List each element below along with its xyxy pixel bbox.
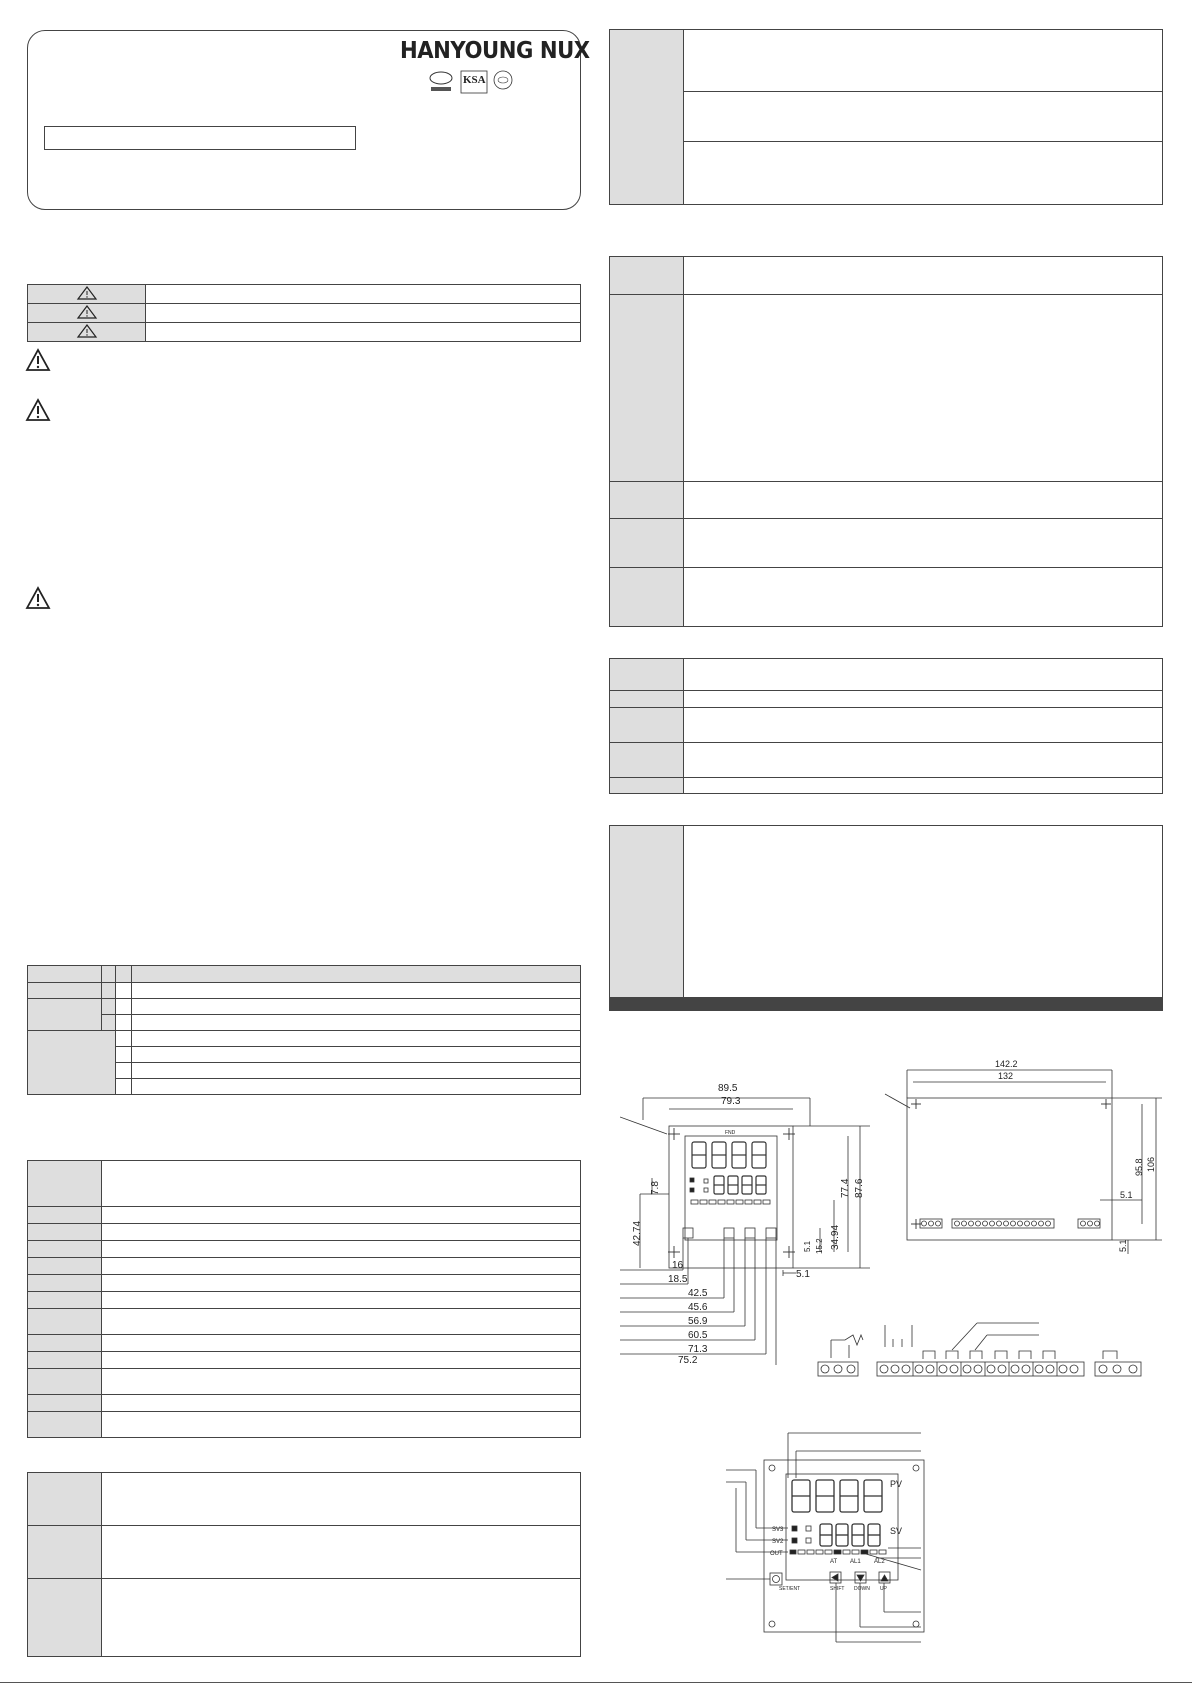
up-label: UP <box>880 1586 887 1592</box>
dim-rear-top-outer: 142.2 <box>995 1059 1018 1069</box>
rear-dimension-drawing <box>880 1058 1170 1258</box>
danger-cell <box>28 285 146 304</box>
dim-bottom-4: 45.6 <box>688 1302 708 1313</box>
suffix-code-table <box>27 965 581 1095</box>
danger-warning-icon <box>25 347 53 373</box>
dim-rear-right-b: 106 <box>1146 1156 1156 1172</box>
dim-left-a: 7.8 <box>650 1181 661 1195</box>
warning-warning-icon <box>25 397 53 423</box>
set-ent-key <box>770 1573 782 1585</box>
pv-label: PV <box>890 1479 903 1489</box>
dim-bottom-1: 16 <box>672 1260 684 1271</box>
right-table-2 <box>609 256 1163 627</box>
dim-rear-top-inner: 132 <box>998 1071 1014 1081</box>
wiring-diagram <box>815 1315 1145 1385</box>
warning-cell <box>28 304 146 323</box>
dim-bottom-small: 5.1 <box>796 1269 810 1280</box>
certification-marks <box>428 70 518 94</box>
warning-icon <box>28 323 146 341</box>
dim-top-inner: 79.3 <box>721 1096 741 1107</box>
dim-bottom-7: 71.3 <box>688 1344 708 1355</box>
out-label: OUT <box>770 1551 783 1557</box>
dim-bottom-3: 42.5 <box>688 1288 708 1299</box>
safety-legend-table <box>27 284 581 342</box>
caution-cell <box>28 323 146 342</box>
dim-bottom-8: 75.2 <box>678 1355 698 1365</box>
fnd-label: FND <box>725 1130 736 1136</box>
dim-bottom-2: 18.5 <box>668 1274 688 1285</box>
dim-right-d: 15.2 <box>815 1238 824 1254</box>
operation-table <box>27 1472 581 1657</box>
al1-label: AL1 <box>850 1559 861 1565</box>
dim-bottom-6: 60.5 <box>688 1330 708 1341</box>
shift-label: SHIFT <box>830 1586 845 1592</box>
set-ent-label: SET/ENT <box>779 1586 801 1592</box>
specification-table <box>27 1160 581 1438</box>
right-table-4 <box>609 825 1163 1011</box>
dim-right-a: 77.4 <box>840 1178 851 1198</box>
right-table-1 <box>609 29 1163 205</box>
footer-rule <box>0 1682 1192 1683</box>
ksa-mark: KSA <box>463 74 486 86</box>
dim-left-b: 42.74 <box>632 1220 643 1246</box>
dim-top-outer: 89.5 <box>718 1083 738 1094</box>
at-label: AT <box>830 1559 838 1565</box>
dim-right-e: 5.1 <box>803 1240 812 1252</box>
brand-logo: HANYOUNG NUX <box>400 38 590 64</box>
front-panel-diagram <box>726 1430 936 1670</box>
model-name-box <box>44 126 356 150</box>
sv2-label: SV2 <box>772 1539 784 1545</box>
warning-icon <box>28 285 146 303</box>
dim-right-c: 34.94 <box>830 1224 841 1250</box>
right-table-3 <box>609 658 1163 794</box>
dim-right-b: 87.6 <box>854 1178 865 1198</box>
dim-bottom-5: 56.9 <box>688 1316 708 1327</box>
dim-rear-right-a: 95.8 <box>1134 1158 1144 1176</box>
caution-warning-icon <box>25 585 53 611</box>
dim-rear-bottom-right: 5.1 <box>1118 1239 1128 1252</box>
sv-label: SV <box>890 1526 903 1536</box>
warning-icon <box>28 304 146 322</box>
al2-label: AL2 <box>874 1559 885 1565</box>
down-label: DOWN <box>854 1586 870 1592</box>
dim-rear-right-c: 5.1 <box>1120 1190 1133 1200</box>
sv3-label: SV3 <box>772 1527 784 1533</box>
